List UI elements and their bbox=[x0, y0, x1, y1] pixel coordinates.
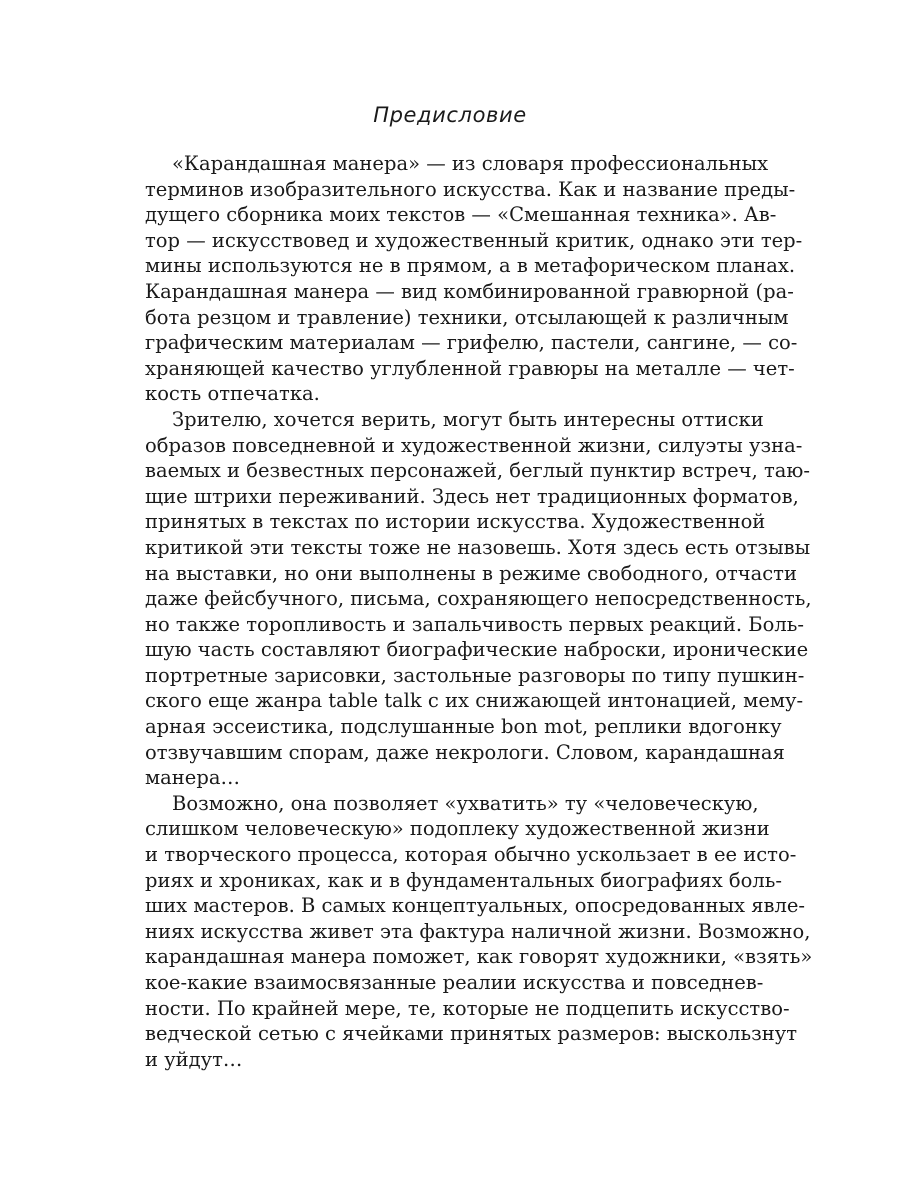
text-line: даже фейсбучного, письма, сохраняющего непосредственность, bbox=[145, 587, 812, 611]
text-line: Карандашная манера — вид комбинированной гравюрной (ра- bbox=[145, 279, 794, 303]
text-line: Зрителю, хочется верить, могут быть интересны оттиски bbox=[172, 407, 764, 431]
text-line: манера… bbox=[145, 766, 240, 790]
text-line: графическим материалам — грифелю, пастели, сангине, — со- bbox=[145, 331, 798, 355]
text-line: Возможно, она позволяет «ухватить» ту «человеческую, bbox=[172, 791, 759, 815]
text-line: щие штрихи переживаний. Здесь нет традиционных форматов, bbox=[145, 484, 799, 508]
text-line: но также торопливость и запальчивость первых реакций. Боль- bbox=[145, 612, 804, 636]
paragraph bbox=[145, 151, 803, 407]
paragraph bbox=[145, 407, 812, 791]
page-title: Предисловие bbox=[373, 103, 527, 127]
text-line: терминов изобразительного искусства. Как и название преды- bbox=[145, 177, 796, 201]
text-line: дущего сборника моих текстов — «Смешанная техника». Ав- bbox=[145, 203, 777, 227]
text-line: арная эссеистика, подслушанные bon mot, реплики вдогонку bbox=[145, 715, 782, 739]
text-line: на выставки, но они выполнены в режиме свободного, отчасти bbox=[145, 561, 797, 585]
text-line: и творческого процесса, которая обычно ускользает в ее исто- bbox=[145, 843, 797, 867]
text-line: ского еще жанра table talk с их снижающей интонацией, мему- bbox=[145, 689, 804, 713]
text-line: кое-какие взаимосвязанные реалии искусства и повседнев- bbox=[145, 971, 764, 994]
text-line: отзвучавшим спорам, даже некрологи. Словом, карандашная bbox=[145, 740, 785, 764]
text-line: риях и хрониках, как и в фундаментальных биографиях боль- bbox=[145, 868, 782, 892]
text-line: портретные зарисовки, застольные разговоры по типу пушкин- bbox=[145, 663, 805, 687]
text-line: ших мастеров. В самых концептуальных, опосредованных явле- bbox=[145, 894, 806, 918]
text-line: ваемых и безвестных персонажей, беглый пунктир встреч, таю- bbox=[145, 459, 810, 483]
text-line: карандашная манера поможет, как говорят художники, «взять» bbox=[145, 945, 813, 969]
text-line: тор — искусствовед и художественный критик, однако эти тер- bbox=[145, 228, 803, 252]
text-line: кость отпечатка. bbox=[145, 382, 320, 406]
text-line: бота резцом и травление) техники, отсылающей к различным bbox=[145, 305, 789, 329]
body-text bbox=[145, 151, 813, 1072]
text-line: образов повседневной и художественной жизни, силуэты узна- bbox=[145, 433, 803, 457]
text-line: критикой эти тексты тоже не назовешь. Хотя здесь есть отзывы bbox=[145, 535, 811, 559]
text-line: принятых в текстах по истории искусства. Художественной bbox=[145, 510, 766, 534]
text-line: слишком человеческую» подоплеку художественной жизни bbox=[145, 817, 770, 841]
text-line: «Карандашная манера» — из словаря профессиональных bbox=[172, 152, 769, 175]
text-line: ности. По крайней мере, те, которые не подцепить искусство- bbox=[145, 996, 790, 1020]
text-line: шую часть составляют биографические наброски, иронические bbox=[145, 638, 809, 662]
text-line: ведческой сетью с ячейками принятых размеров: выскользнут bbox=[145, 1022, 798, 1046]
text-line: ниях искусства живет эта фактура наличной жизни. Возможно, bbox=[145, 919, 811, 943]
text-line: храняющей качество углубленной гравюры на металле — чет- bbox=[145, 356, 795, 380]
text-line: мины используются не в прямом, а в метафорическом планах. bbox=[145, 254, 796, 278]
paragraph bbox=[145, 791, 813, 1073]
text-line: и уйдут… bbox=[145, 1047, 243, 1071]
